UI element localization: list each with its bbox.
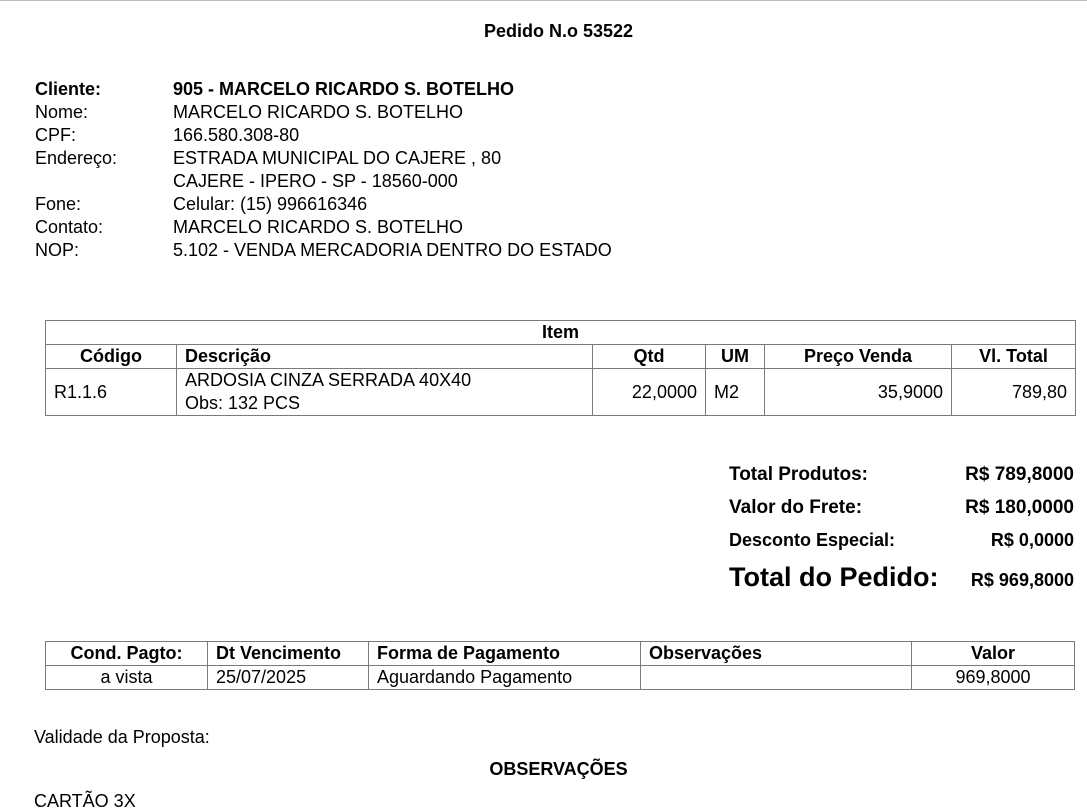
valor-frete-row bbox=[729, 497, 1074, 519]
desconto-label: Desconto Especial: bbox=[729, 530, 896, 550]
observations-title: OBSERVAÇÕES bbox=[489, 759, 628, 779]
client-row-nome bbox=[35, 101, 612, 124]
column-header-cond-pagto: Cond. Pagto: bbox=[46, 642, 208, 666]
column-header-codigo: Código bbox=[46, 345, 177, 369]
client-value: CAJERE - IPERO - SP - 18560-000 bbox=[173, 171, 458, 191]
item-obs: Obs: 132 PCS bbox=[185, 393, 301, 413]
column-header-preco-venda: Preço Venda bbox=[765, 345, 952, 369]
client-row-cpf bbox=[35, 124, 612, 147]
desconto-row bbox=[729, 530, 1074, 551]
valor-frete-value: R$ 180,0000 bbox=[965, 497, 1074, 518]
payment-value: 969,8000 bbox=[912, 666, 1075, 690]
total-pedido-row bbox=[729, 562, 1074, 593]
column-header-dt-vencimento: Dt Vencimento bbox=[208, 642, 369, 666]
client-row-cliente bbox=[35, 78, 612, 101]
payment-due-date: 25/07/2025 bbox=[208, 666, 369, 690]
client-label: CPF: bbox=[35, 125, 77, 145]
total-produtos-value: R$ 789,8000 bbox=[965, 464, 1074, 485]
items-group-header-row bbox=[46, 321, 1076, 345]
column-header-forma-pagamento: Forma de Pagamento bbox=[369, 642, 641, 666]
client-row-fone bbox=[35, 193, 612, 216]
column-header-observacoes: Observações bbox=[641, 642, 912, 666]
valor-frete-label: Valor do Frete: bbox=[729, 497, 863, 518]
table-row bbox=[46, 666, 1075, 690]
payment-table bbox=[45, 641, 1075, 690]
item-price: 35,9000 bbox=[765, 369, 952, 416]
column-header-qtd: Qtd bbox=[593, 345, 706, 369]
client-label bbox=[35, 170, 173, 193]
item-qty: 22,0000 bbox=[593, 369, 706, 416]
client-row-contato bbox=[35, 216, 612, 239]
items-table bbox=[45, 320, 1076, 416]
client-label: Cliente: bbox=[35, 79, 102, 99]
client-label: Fone: bbox=[35, 194, 82, 214]
item-description-cell bbox=[177, 369, 593, 416]
observations-text: CARTÃO 3X bbox=[34, 791, 136, 811]
client-row-endereco bbox=[35, 147, 612, 170]
total-produtos-label: Total Produtos: bbox=[729, 464, 868, 485]
item-description: ARDOSIA CINZA SERRADA 40X40 bbox=[185, 370, 472, 390]
table-row bbox=[46, 369, 1076, 416]
item-total: 789,80 bbox=[952, 369, 1076, 416]
client-value: Celular: (15) 996616346 bbox=[173, 194, 368, 214]
payment-method: Aguardando Pagamento bbox=[369, 666, 641, 690]
column-header-vl-total: Vl. Total bbox=[952, 345, 1076, 369]
total-pedido-label: Total do Pedido: bbox=[729, 562, 939, 592]
client-info bbox=[35, 78, 612, 262]
client-value: MARCELO RICARDO S. BOTELHO bbox=[173, 102, 464, 122]
client-value: ESTRADA MUNICIPAL DO CAJERE , 80 bbox=[173, 148, 502, 168]
payment-column-headers bbox=[46, 642, 1075, 666]
item-code: R1.1.6 bbox=[46, 369, 177, 416]
client-label: Endereço: bbox=[35, 148, 118, 168]
client-value: 905 - MARCELO RICARDO S. BOTELHO bbox=[173, 79, 515, 99]
client-value: 5.102 - VENDA MERCADORIA DENTRO DO ESTADO bbox=[173, 240, 612, 260]
total-pedido-value: R$ 969,8000 bbox=[970, 570, 1074, 590]
client-label: NOP: bbox=[35, 240, 80, 260]
item-unit: M2 bbox=[706, 369, 765, 416]
top-border bbox=[0, 0, 1087, 1]
client-row-endereco-2 bbox=[35, 170, 612, 193]
client-value: 166.580.308-80 bbox=[173, 125, 300, 145]
column-header-valor: Valor bbox=[912, 642, 1075, 666]
column-header-um: UM bbox=[706, 345, 765, 369]
column-header-descricao: Descrição bbox=[177, 345, 593, 369]
validity-label: Validade da Proposta: bbox=[34, 727, 210, 747]
items-group-header: Item bbox=[46, 321, 1076, 345]
client-value: MARCELO RICARDO S. BOTELHO bbox=[173, 217, 464, 237]
client-row-nop bbox=[35, 239, 612, 262]
items-column-headers bbox=[46, 345, 1076, 369]
client-label: Nome: bbox=[35, 102, 89, 122]
total-produtos-row bbox=[729, 464, 1074, 486]
desconto-value: R$ 0,0000 bbox=[990, 530, 1074, 550]
payment-notes bbox=[641, 666, 912, 690]
payment-condition: a vista bbox=[46, 666, 208, 690]
client-label: Contato: bbox=[35, 217, 104, 237]
order-title: Pedido N.o 53522 bbox=[483, 21, 634, 41]
